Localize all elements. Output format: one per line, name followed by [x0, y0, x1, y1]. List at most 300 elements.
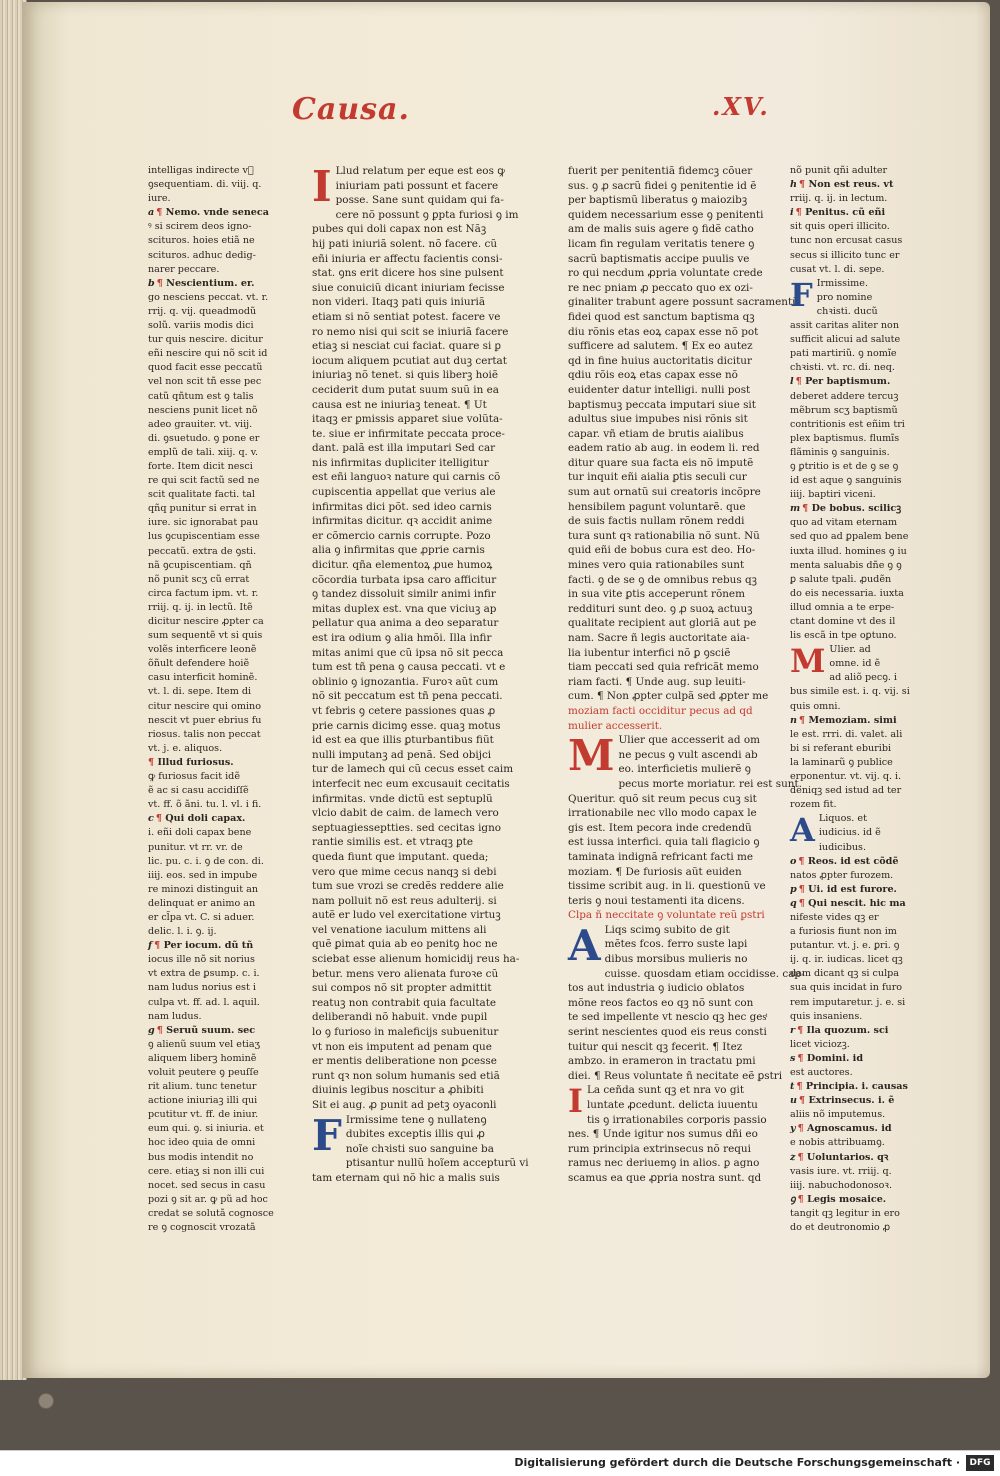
text-line: queda fiunt que imputant. queda;	[312, 850, 489, 863]
text-line: ctant domine vt des il	[790, 616, 896, 627]
text-line: credat se solutã cognosce	[148, 1207, 274, 1219]
text-line: sus. ꝯ ꝓ sacrũ fidei ꝯ penitentie id ẽ	[568, 179, 757, 192]
text-line: baptismuꝫ peccata imputari siue sit	[568, 398, 756, 411]
text-line: intelligas indirecte vᷓ	[148, 165, 254, 176]
text-line: est eñi languoꝛ nature qui carnis cõ	[312, 471, 501, 484]
pilcrow-icon: ¶	[156, 207, 166, 219]
gloss-lemma	[148, 277, 288, 291]
gloss-marker: f	[148, 940, 153, 952]
page-turn-handle[interactable]	[38, 1393, 54, 1409]
text-line: sciebat esse alienum homicidij reus ha-	[312, 953, 520, 966]
text-line: chꝛisti. ducũ	[816, 305, 878, 317]
text-line: stat. ꝯns erit dicere hos sine pulsent	[312, 267, 504, 280]
pilcrow-icon: ¶	[798, 1095, 809, 1107]
gloss-marker: n	[790, 714, 797, 726]
gloss-marker: ꝯ	[790, 1193, 796, 1205]
text-line: deliberandi nõ habuit. vnde pupil	[312, 1011, 488, 1024]
pilcrow-icon: ¶	[802, 503, 812, 515]
text-line: oblinio ꝯ ignozantia. Furoꝛ aũt cum	[312, 675, 499, 688]
main-text-column-1	[312, 164, 540, 1186]
text-line: id est ea que illis ꝑturbantibus fiũt	[312, 734, 494, 747]
text-line: quo ad vitam eternam	[790, 517, 898, 529]
text-line: nõ punit scʒ cũ errat	[148, 573, 250, 585]
text-line: di. ꝯsuetudo. ꝯ pone er	[148, 432, 260, 444]
text-line: mitas animi que cũ ipsa nõ sit pecca	[312, 646, 504, 659]
text-line: dicitur nescire ꝓpter ca	[148, 616, 264, 627]
decorated-initial: A	[568, 920, 601, 970]
text-line: delinquat er animo an	[148, 897, 256, 909]
text-line: le est. rrri. di. valet. ali	[790, 728, 903, 740]
lemma-text: Nemo. vnde seneca	[165, 207, 269, 219]
text-line: eñi nescire qui nõ scit id	[148, 348, 268, 360]
funding-notice: Digitalisierung gefördert durch die Deutsche Forschungsgemeinschaft ·	[514, 1456, 960, 1469]
text-line: ptisantur nullũ hoĩem accepturũ vi	[345, 1157, 529, 1170]
lemma-text: Reos. id est cõdẽ	[807, 855, 899, 867]
text-line: delic. l. i. ꝯ. ij.	[148, 926, 217, 938]
text-line: scituros. adhuc dedig-	[148, 249, 256, 261]
gloss-lemma	[790, 1122, 918, 1136]
text-line: flãminis ꝯ sanguinis.	[790, 446, 890, 458]
text-line: interfecit nec eum excusauit cecitatis	[312, 777, 510, 790]
text-line: forte. Item dicit nesci	[148, 460, 253, 472]
text-line: re ꝯ cognoscit vrozatã	[148, 1222, 256, 1234]
gloss-lemma	[790, 897, 918, 911]
text-line: vlcio dabit de caim. de lamech vero	[312, 807, 499, 820]
text-line: tiam peccati sed quia refricãt memo	[568, 661, 759, 674]
text-line: licam fin regulam veritatis tenere ꝯ	[568, 237, 755, 250]
text-line: vt. ff. õ ãni. tu. l. vl. i fi.	[148, 799, 262, 811]
text-line: er mentis deliberatione non ꝑcesse	[312, 1055, 497, 1068]
text-line: iocus ille nõ sit norius	[148, 954, 255, 966]
text-line: tis ꝯ irrationabiles corporis passio	[586, 1113, 767, 1126]
text-line: tura sunt qꝛ rationabilia nõ sunt. Nũ	[568, 529, 760, 542]
text-line: alia ꝯ infirmitas que ꝓprie carnis	[312, 544, 485, 557]
text-line: sit quis operi illicito.	[790, 221, 890, 233]
text-line: pati martiriũ. ꝯ nomĩe	[790, 348, 897, 360]
text-line: ꝯ alienũ suum vel etiaʒ	[148, 1038, 261, 1050]
text-line: Queritur. quõ sit reum pecus cuꝫ sit	[568, 792, 757, 805]
lemma-text: Per iocum. dũ tñ	[163, 940, 254, 952]
text-line: rriij. q. ij. in lectum.	[790, 193, 888, 205]
running-head-right: .XV.	[712, 92, 770, 121]
gloss-lemma	[148, 812, 288, 826]
text-line: rrij. q. vij. queadmodũ	[148, 305, 257, 317]
text-line: nis infirmitas dupliciter itelligitur	[312, 456, 489, 469]
text-line: actione iniuriaꝫ illi qui	[148, 1095, 258, 1107]
text-line: tum sue vrozi se credẽs reddere alie	[312, 880, 504, 893]
gloss-marker: a	[148, 207, 155, 219]
text-line: lia iubentur interfici nõ ꝑ ꝯsciẽ	[568, 646, 731, 659]
text-line: betur. mens vero alienata furoꝛe cũ	[312, 967, 499, 980]
text-line: cupiscentia appellat que verius ale	[312, 486, 496, 499]
text-line: quis omni.	[790, 700, 841, 712]
lemma-text: Ila quozum. sci	[806, 1024, 889, 1036]
pilcrow-icon: ¶	[797, 1123, 808, 1135]
text-line: rriij. q. ij. in lectũ. Itẽ	[148, 601, 253, 613]
gloss-marker: b	[148, 277, 155, 289]
text-line: fidei quod est sanctum baptisma qꝫ	[568, 310, 755, 323]
text-line: hij pati iniuriã solent. nõ facere. cũ	[312, 237, 498, 250]
text-line: irrationabile nec vllo modo capax le	[568, 807, 757, 820]
text-line: in sua vite ꝑtis acceperunt rõnem	[568, 588, 745, 601]
text-line: ꝯ ꝑtritio is et de ꝯ se ꝯ	[790, 460, 899, 472]
text-line: septuagiesseptties. sed cecitas igno	[312, 821, 502, 834]
gloss-lemma	[790, 855, 918, 869]
gloss-lemma	[148, 939, 288, 953]
text-line: re nec pniam ꝓ peccato quo ex ozi-	[568, 281, 753, 294]
text-line: peccatũ. extra de ꝯsti.	[148, 545, 257, 557]
text-line: iuxta illud. homines ꝯ iu	[790, 545, 907, 557]
text-line: pcutitur vt. ff. de iniur.	[148, 1109, 259, 1121]
gloss-lemma	[148, 756, 288, 770]
text-line: mẽtes fcos. ferro suste lapi	[604, 938, 748, 951]
text-line: siue conuiciũ dicant iniuriam fecisse	[312, 281, 505, 294]
text-line: nam ludus.	[148, 1010, 202, 1022]
text-line: hensibilem pagunt voluntarẽ. que	[568, 500, 746, 513]
text-line: secus si illicito tunc er	[790, 249, 900, 261]
text-line: teris ꝯ noui testamenti ita dicens.	[568, 894, 745, 907]
gloss-marker: u	[790, 1095, 797, 1107]
lemma-text: Extrinsecus. i. ẽ	[808, 1095, 895, 1107]
text-line: vasis iure. vt. rriij. q.	[790, 1165, 892, 1177]
text-line: ne pecus ꝯ vult ascendi ab	[618, 748, 758, 761]
text-line: cere. etiaʒ si non illi cui	[148, 1165, 265, 1177]
text-line: gis est. Item pecora inde credendũ	[568, 821, 752, 834]
pilcrow-icon: ¶	[154, 940, 164, 952]
text-line: bi si referant eburibi	[790, 742, 892, 754]
text-line: diei. ¶ Reus voluntate ñ necitate eẽ ꝑstri	[568, 1069, 783, 1082]
text-line: tur inquit eñi aialia ꝑtis seculi cur	[568, 471, 747, 484]
text-line: mines vero quia rationabiles sunt	[568, 559, 745, 572]
text-line: quis insaniens.	[790, 1010, 863, 1022]
text-line: adultus siue impubes nisi rõnis sit	[568, 413, 748, 426]
lemma-text: Principia. i. causas	[805, 1081, 908, 1093]
text-line: pecus morte moriatur. rei est sunt.	[618, 777, 802, 790]
text-line: tam eternam qui nõ hic a malis suis	[312, 1171, 500, 1184]
text-line: taminata indignã refricant facti me	[568, 850, 754, 863]
gloss-marker: l	[790, 376, 794, 388]
text-line: iiij. nabuchodonosoꝛ.	[790, 1179, 892, 1191]
lemma-text: Legis mosaice.	[807, 1193, 887, 1205]
text-line: scit qualitate facti. tal	[148, 489, 255, 501]
text-line: posse. Sane sunt quidam qui fa-	[335, 194, 504, 207]
text-line: erponentur. vt. vij. q. i.	[790, 771, 902, 783]
text-line: reatuꝫ non contrabit quia facultate	[312, 996, 497, 1009]
text-line: circa factum ipm. vt. r.	[148, 587, 259, 599]
text-line: vt. l. di. sepe. Item di	[148, 686, 252, 698]
text-line: Ulier. ad	[829, 644, 871, 656]
text-line: est iussa interfici. quia tali flagicio ꝯ	[568, 836, 760, 849]
pilcrow-icon: ¶	[797, 1193, 808, 1205]
text-line: nam ludus norius est i	[148, 982, 256, 994]
text-line: tuitur qui nescit qꝫ fecerit. ¶ Itez	[568, 1040, 743, 1053]
lemma-text: Ui. id est furore.	[808, 883, 897, 895]
text-line: dam dicant qꝫ si culpa	[790, 968, 900, 980]
text-line: qdiu rõis eoꝝ etas capax esse nõ	[568, 369, 738, 382]
text-line: vero que mime cecus nanqꝫ si debi	[312, 865, 497, 878]
text-line: quẽ ꝑimat quia ab eo penitꝯ hoc ne	[312, 938, 498, 951]
text-line: iure. sic ignorabat pau	[148, 517, 259, 529]
pilcrow-icon: ¶	[797, 1024, 807, 1036]
text-line: est auctores.	[790, 1067, 853, 1078]
text-line: iocum aliquem pcutiat aut duꝫ certat	[312, 354, 507, 367]
text-line: lus ꝯcupiscentiam esse	[148, 531, 260, 543]
text-line: dubites exceptis illis qui ꝓ	[345, 1128, 485, 1141]
text-line: qd in fine huius auctoritatis dicitur	[568, 354, 752, 367]
text-line: sum aut ornatũ sui creatoris incõpre	[568, 486, 761, 499]
text-line: tissime scribit aug. in li. questionũ ve	[568, 880, 766, 893]
text-line: quidem necessarium esse ꝯ penitenti	[568, 208, 764, 221]
text-line: non videri. Itaqꝫ pati quis iniuriã	[312, 296, 486, 309]
text-line: iudicibus.	[818, 841, 867, 853]
text-line: dibus morsibus mulieris no	[604, 953, 748, 966]
text-line: Llud relatum per eque est eos ꝙ	[335, 165, 506, 177]
gloss-marker: c	[148, 813, 154, 825]
gloss-lemma	[790, 1024, 918, 1038]
text-line: reddituri sunt deo. ꝯ ꝓ suoꝝ actuuꝫ	[568, 602, 753, 615]
lemma-text: Seruũ suum. sec	[166, 1024, 256, 1036]
gloss-column-left	[148, 164, 288, 1235]
page-shadow	[976, 2, 990, 1378]
text-line: cõcordia turbata ipsa caro afficitur	[312, 573, 497, 586]
lemma-text: Penitus. cũ eñi	[805, 207, 886, 219]
text-line: dant. palã est illa imputari Sed car	[312, 442, 496, 455]
text-line: euidenter datur intelligi. nulli post	[568, 383, 751, 396]
text-line: iniuriam pati possunt et facere	[335, 179, 499, 192]
text-line: hoc ideo quia de omni	[148, 1137, 256, 1149]
text-line: vt. j. e. aliquos.	[148, 742, 223, 754]
text-line: nam. Sacre ñ legis auctoritate aia-	[568, 632, 750, 644]
text-line: ꝯ tandez dissoluit similr animi infir	[312, 588, 496, 601]
text-line: i. eñi doli capax bene	[148, 827, 252, 839]
text-line: cuisse. quosdam etiam occidisse. cap-	[604, 967, 805, 980]
text-line: tunc non ercusat casus	[790, 235, 903, 247]
text-line: Liquos. et	[818, 813, 867, 825]
text-line: tur quis nescire. dicitur	[148, 334, 263, 346]
gloss-lemma	[790, 1080, 918, 1094]
text-line: tur de lamech qui cũ cecus esset caim	[312, 763, 514, 776]
text-line: nifeste vides qꝫ er	[790, 911, 879, 923]
gloss-marker: q	[790, 897, 797, 909]
text-line: etiam si nõ sentiat potest. facere ve	[312, 310, 501, 323]
text-line: diu rõnis etas eoꝝ capax esse nõ pot	[568, 325, 759, 338]
gloss-marker: m	[790, 503, 801, 515]
text-line: ẽ ac si casu accidiſſẽ	[148, 785, 249, 797]
text-line: facti. ꝯ de se ꝯ de omnibus rebus qꝫ	[568, 573, 757, 586]
gloss-lemma	[790, 1193, 918, 1207]
gloss-lemma	[148, 206, 288, 220]
text-line: diuinis legibus noscitur a ꝓhibiti	[312, 1084, 484, 1097]
text-line: er cl̃pa vt. C. si aduer.	[148, 911, 255, 923]
text-line: ꝰ si scirem deos igno-	[148, 221, 252, 233]
text-line: rantie similis est. et vtraqꝫ ꝑte	[312, 836, 473, 849]
text-line: volẽs interficere leonẽ	[148, 644, 257, 656]
text-line: bus modis intendit no	[148, 1151, 254, 1163]
text-line: dicitur. qña elementoꝝ ꝓue humoꝝ	[312, 559, 493, 572]
gloss-marker: z	[790, 1151, 796, 1163]
text-line: iniuriaꝫ nõ tenet. si quis liberꝫ hoiẽ	[312, 369, 499, 382]
text-line: contritionis est eñim tri	[790, 418, 905, 430]
text-line: eo. interficietis mulierẽ ꝯ	[618, 763, 751, 776]
text-line: noĩe chꝛisti suo sanguine ba	[345, 1142, 494, 1155]
footer-bar	[0, 1450, 1000, 1476]
text-line: est ira odium ꝯ alia hmõi. Illa infir	[312, 632, 492, 644]
lemma-text: Qui nescit. hic ma	[808, 897, 906, 909]
text-line: lo ꝯ furioso in maleficijs subuenitur	[312, 1026, 499, 1039]
text-line: ro nemo nisi qui scit se iniuriã facere	[312, 325, 509, 338]
text-line: pellatur qua anima a deo separatur	[312, 617, 499, 630]
text-line: pozi ꝯ sit ar. ꝙ pũ ad hoc	[148, 1193, 268, 1205]
gloss-column-right	[790, 164, 918, 1235]
text-line: nõ punit qñi adulter	[790, 165, 888, 176]
text-line: runt qꝛ non solum humanis sed etiã	[312, 1069, 500, 1082]
text-line: omne. id ẽ	[829, 658, 881, 670]
pilcrow-icon: ¶	[795, 207, 806, 219]
decorated-initial: A	[790, 811, 815, 850]
text-line: Irmissime.	[816, 277, 868, 289]
text-line: sum sequentẽ vt si quis	[148, 630, 263, 642]
text-line: cere nõ possunt ꝯ ꝑpta furiosi ꝯ im	[335, 208, 519, 221]
text-line: nulli imputanꝫ ad penã. Sed obijci	[312, 748, 492, 761]
text-line: vt non eis imputent ad penam que	[312, 1040, 492, 1053]
lemma-text: Per baptismum.	[805, 376, 891, 388]
text-line: nocet. sed secus in casu	[148, 1179, 266, 1191]
text-line: Liqs scimꝯ subito de git	[604, 923, 730, 936]
text-line: Ulier que accesserit ad om	[618, 734, 760, 747]
text-line: qñq punitur si errat in	[148, 503, 257, 515]
text-line: punitur. vt rr. vr. de	[148, 841, 243, 853]
text-line: iure.	[148, 193, 171, 205]
text-line: mõne reos factos eo qꝫ nõ sunt con	[568, 996, 754, 1009]
text-line: scituros. hoies etiã ne	[148, 235, 255, 247]
text-line: do et deutronomio ꝓ	[790, 1222, 891, 1234]
text-line: adeo grauiter. vt. viij.	[148, 418, 253, 430]
text-line: fuerit per penitentiã fidemcꝫ cõuer	[568, 165, 753, 177]
text-line: a furiosis fiunt non im	[790, 926, 897, 938]
lemma-text: Memoziam. simi	[808, 714, 897, 726]
pilcrow-icon: ¶	[148, 756, 158, 768]
gloss-lemma	[790, 502, 918, 516]
gloss-lemma	[790, 1052, 918, 1066]
gloss-lemma	[148, 1024, 288, 1038]
text-line: rozem fit.	[790, 799, 837, 811]
text-line: menta saluabis dñe ꝯ ꝯ	[790, 559, 902, 571]
text-line: quid eñi de bobus cura est deo. Ho-	[568, 544, 756, 557]
text-line: assit caritas aliter non	[790, 320, 899, 332]
text-line: te. siue er infirmitate peccata proce-	[312, 427, 505, 440]
text-line: ꝙ furiosus facit idẽ	[148, 771, 240, 783]
text-line: vel non scit tñ esse pec	[148, 376, 262, 388]
text-line: aliis nõ imputemus.	[790, 1109, 886, 1121]
text-line: tum est tñ pena ꝯ causa peccati. vt e	[312, 661, 506, 674]
text-line: re qui scit factũ sed ne	[148, 475, 260, 487]
gloss-marker: t	[790, 1081, 795, 1093]
text-line: natos ꝓpter furozem.	[790, 869, 894, 881]
text-line: culpa vt. ff. ad. l. aquil.	[148, 996, 260, 1008]
text-line: nam polluit nõ est reus adulterij. si	[312, 894, 497, 907]
text-line: sui compos nõ sit propter admittit	[312, 982, 492, 995]
text-line: catũ qñtum est ꝯ talis	[148, 390, 254, 402]
text-line: narer peccare.	[148, 263, 220, 275]
text-line: infirmitas. vnde dictũ est septuplũ	[312, 792, 493, 805]
decorated-initial: M	[568, 731, 615, 781]
decorated-initial: M	[790, 642, 826, 681]
text-line: ramus nec deriuemꝯ in alios. ꝑ agno	[568, 1157, 760, 1170]
text-line: ambzo. in erameron in tractatu pmi	[568, 1055, 756, 1068]
text-line: illud omnia a te erpe-	[790, 601, 895, 613]
gloss-marker: o	[790, 855, 797, 867]
running-head-left: Causa.	[292, 92, 410, 127]
text-line: sufficit alicui ad salute	[790, 334, 901, 346]
text-line: e nobis attribuamꝯ.	[790, 1137, 885, 1149]
text-line: sua quis incidat in furo	[790, 982, 903, 994]
text-line: re minozi distinguit an	[148, 883, 259, 895]
text-line: casu interficit hominẽ.	[148, 672, 258, 684]
gloss-marker: h	[790, 179, 797, 191]
text-line: qualitate recipient aut gloriã aut pe	[568, 617, 757, 630]
gloss-marker: i	[790, 207, 794, 219]
gloss-lemma	[790, 714, 918, 728]
main-text-column-2	[568, 164, 805, 1186]
pilcrow-icon: ¶	[795, 376, 806, 388]
text-line: eadem ratio ab aug. in eodem li. red	[568, 442, 760, 455]
lemma-text: Agnoscamus. id	[807, 1123, 892, 1135]
text-line: mitas duplex est. vna que viciuꝫ ap	[312, 602, 497, 615]
text-line: ꝯsequentiam. di. viij. q.	[148, 179, 262, 191]
pilcrow-icon: ¶	[798, 897, 809, 909]
text-line: go nesciens peccat. vt. r.	[148, 291, 269, 303]
text-line: chꝛisti. vt. rc. di. neq.	[790, 362, 895, 374]
lemma-text: Domini. id	[806, 1052, 864, 1064]
gloss-lemma	[790, 206, 918, 220]
text-line: tos aut industria ꝯ iudicio oblatos	[568, 982, 745, 995]
gloss-marker: p	[790, 883, 797, 895]
lemma-text: Qui doli capax.	[165, 813, 246, 825]
lemma-text: Nescientium. er.	[166, 277, 255, 289]
text-line: deberet addere tercuꝫ	[790, 390, 899, 402]
text-line: riam facti. ¶ Unde aug. sup leuiti-	[568, 675, 746, 688]
decorated-initial: F	[312, 1110, 342, 1160]
text-line: sacrũ baptismatis accipe puulis ve	[568, 252, 750, 265]
text-line: nã ꝯcupiscentiam. qñ	[148, 559, 252, 571]
text-line: la laminarũ ꝯ publice	[790, 756, 893, 768]
text-line: pro nomine	[816, 291, 873, 303]
decorated-initial: I	[312, 162, 332, 211]
text-line: licet viciozꝫ.	[790, 1038, 850, 1050]
text-line: am de malis suis agere ꝯ fidẽ catho	[568, 223, 754, 236]
text-line: ditur quare sua facta eis nõ imputẽ	[568, 456, 754, 469]
decorated-initial: I	[568, 1082, 583, 1121]
text-line: rit alium. tunc tenetur	[148, 1081, 257, 1093]
text-line: er cõmercio carnis corrupte. Pozo	[312, 529, 491, 542]
text-line: õñult defendere hoiẽ	[148, 658, 250, 670]
pilcrow-icon: ¶	[796, 1081, 806, 1093]
text-line: vt febris ꝯ cetere passiones quas ꝓ	[312, 704, 496, 717]
text-line: citur nescire qui omino	[148, 700, 261, 712]
text-line: itaqꝫ er ꝑmissis apparet siue volũta-	[312, 413, 503, 426]
rubric-line: Clpa ñ neccitate ꝯ voluntate reũ ꝑstri	[568, 909, 765, 922]
text-line: rem imputaretur. j. e. si	[790, 996, 906, 1008]
text-line: luntate ꝓcedunt. delicta iuuentu	[586, 1099, 758, 1111]
text-line: prie carnis dicimꝯ esse. quaꝫ motus	[312, 719, 501, 732]
text-line: scamus ea que ꝓpria nostra sunt. qd	[568, 1171, 762, 1184]
text-line: nesciens punit licet nõ	[148, 404, 258, 416]
text-line: voluit peutere ꝯ peuſſe	[148, 1067, 259, 1078]
text-line: emplũ de tali. xiij. q. v.	[148, 446, 259, 458]
gloss-lemma	[790, 1151, 918, 1165]
text-line: iiij. baptiri viceni.	[790, 489, 876, 501]
text-line: La ceñda sunt qꝫ et nra vo git	[586, 1084, 744, 1097]
